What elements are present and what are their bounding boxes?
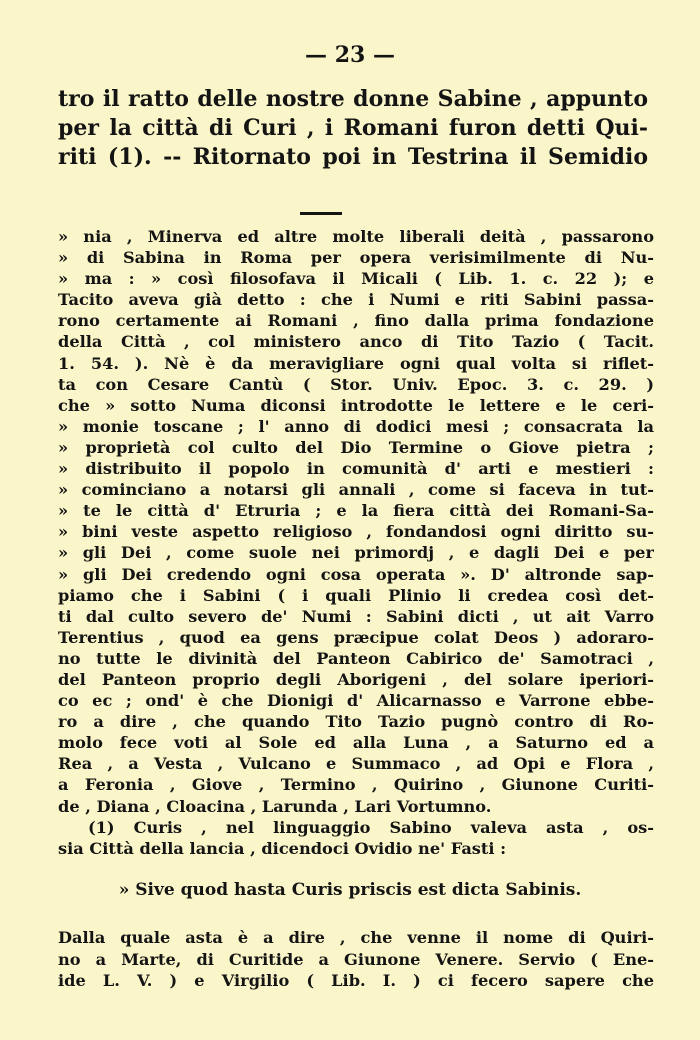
note-line: » ma : » così filosofava il Micali ( Lib. 1. c. 22 ); e xyxy=(58,269,654,289)
note-line: » gli Dei , come suole nei primordj , e dagli Dei e per xyxy=(58,543,654,563)
note-line: Tacito aveva già detto : che i Numi e riti Sabini passa- xyxy=(58,290,654,310)
page-number: — 23 — xyxy=(305,42,395,68)
note-line: » monie toscane ; l' anno di dodici mesi ; consacrata la xyxy=(58,416,654,436)
note-line: Terentius , quod ea gens præcipue colat Deos ) adoraro- xyxy=(58,627,654,647)
note-line: » te le città d' Etruria ; e la fiera città dei Romani-Sa- xyxy=(58,501,654,521)
footnotes xyxy=(58,226,654,859)
main-line: per la città di Curi , i Romani furon detti Qui- xyxy=(58,115,648,141)
note-line: che » sotto Numa diconsi introdotte le lettere e le ceri- xyxy=(58,395,654,415)
note-line: ta con Cesare Cantù ( Stor. Univ. Epoc. 3. c. 29. ) xyxy=(58,374,654,394)
closing-line: no a Marte, di Curitide a Giunone Venere. Servio ( Ene- xyxy=(58,949,654,969)
closing-line: Dalla quale asta è a dire , che venne il nome di Quiri- xyxy=(58,928,654,947)
note-line: ro a dire , che quando Tito Tazio pugnò contro di Ro- xyxy=(58,712,654,732)
note-line: no tutte le divinità del Panteon Cabirico de' Samotraci , xyxy=(58,648,654,668)
closing-line: ide L. V. ) e Virgilio ( Lib. I. ) ci fecero sapere che xyxy=(58,971,654,990)
note-line: della Città , col ministero anco di Tito Tazio ( Tacit. xyxy=(58,332,654,352)
footnote-separator xyxy=(300,212,342,215)
note-line: » proprietà col culto del Dio Termine o Giove pietra ; xyxy=(58,437,654,457)
main-text xyxy=(58,85,648,172)
note-line: sia Città della lancia , dicendoci Ovidio ne' Fasti : xyxy=(58,838,507,858)
main-line: riti (1). -- Ritornato poi in Testrina il Semidio xyxy=(58,144,648,170)
note-line: » nia , Minerva ed altre molte liberali deità , passarono xyxy=(58,227,654,246)
note-line: » bini veste aspetto religioso , fondandosi ogni diritto su- xyxy=(58,522,654,542)
note-line: » di Sabina in Roma per opera verisimilmente di Nu- xyxy=(58,248,654,268)
note-line: rono certamente ai Romani , fino dalla prima fondazione xyxy=(58,311,654,331)
main-line: tro il ratto delle nostre donne Sabine , appunto xyxy=(58,86,648,112)
note-line: ti dal culto severo de' Numi : Sabini dicti , ut ait Varro xyxy=(58,606,654,626)
note-line: Rea , a Vesta , Vulcano e Summaco , ad Opi e Flora , xyxy=(58,754,654,774)
note-line: co ec ; ond' è che Dionigi d' Alicarnasso e Varrone ebbe- xyxy=(58,691,654,711)
note-line: piamo che i Sabini ( i quali Plinio li credea così det- xyxy=(58,585,654,605)
note-line: » cominciano a notarsi gli annali , come si faceva in tut- xyxy=(58,480,654,500)
note-line: 1. 54. ). Nè è da meravigliare ogni qual volta si riflet- xyxy=(58,353,654,373)
note-line: molo fece voti al Sole ed alla Luna , a Saturno ed a xyxy=(58,733,654,753)
note-line: » distribuito il popolo in comunità d' arti e mestieri : xyxy=(58,459,654,479)
closing-text xyxy=(58,927,654,992)
note-line: a Feronia , Giove , Termino , Quirino , Giunone Curiti- xyxy=(58,775,654,795)
latin-quote: » Sive quod hasta Curis priscis est dicta Sabinis. xyxy=(118,880,582,900)
note-line: del Panteon proprio degli Aborigeni , del solare iperiori- xyxy=(58,669,654,689)
note-line: de , Diana , Cloacina , Larunda , Lari Vortumno. xyxy=(58,796,492,816)
note-line: (1) Curis , nel linguaggio Sabino valeva asta , os- xyxy=(88,817,654,837)
note-line: » gli Dei credendo ogni cosa operata ». D' altronde sap- xyxy=(58,564,654,584)
